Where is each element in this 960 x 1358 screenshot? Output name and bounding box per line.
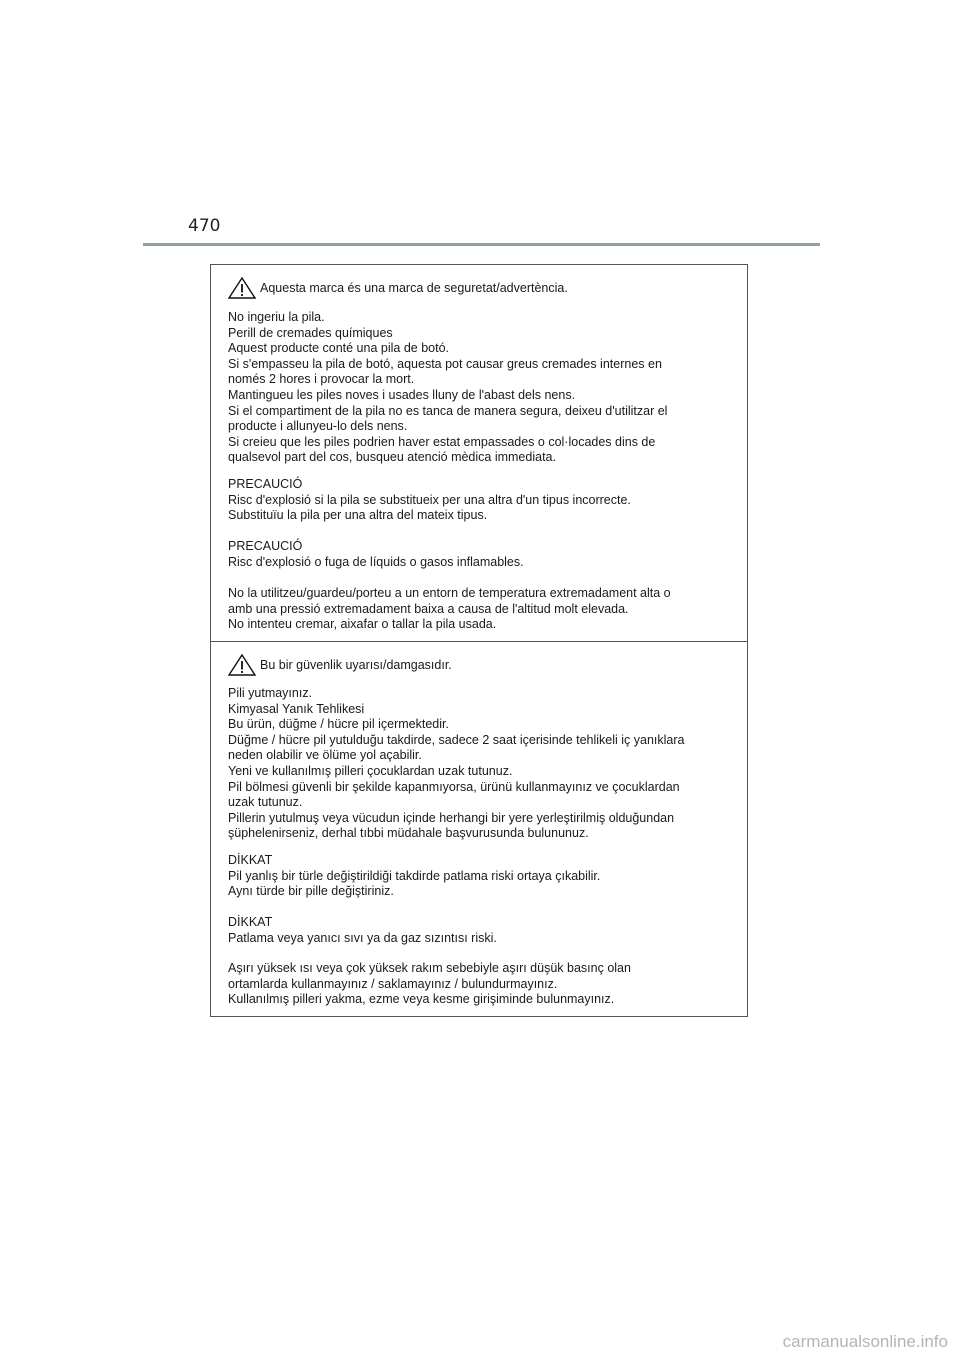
turkish-heading-line — [228, 654, 452, 676]
battery-warning-box — [210, 264, 748, 1017]
catalan-paragraph-caution-replace: PRECAUCIÓ Risc d'explosió si la pila se substitueix per una altra d'un tipus incorrecte. Substituïu la pila per una altra del mateix tipus. — [228, 477, 631, 523]
catalan-warning-section — [211, 265, 747, 641]
catalan-paragraph-environment: No la utilitzeu/guardeu/porteu a un entorn de temperatura extremadament alta o amb una pressió extremadament baixa a causa de l'altitud molt elevada. No intenteu cremar, aixafar o tallar la pila usada. — [228, 586, 671, 632]
catalan-heading: Aquesta marca és una marca de seguretat/advertència. — [260, 281, 568, 295]
warning-triangle-icon — [228, 277, 256, 299]
catalan-heading-line — [228, 277, 568, 299]
turkish-paragraph-environment: Aşırı yüksek ısı veya çok yüksek rakım sebebiyle aşırı düşük basınç olan ortamlarda kullanmayınız / saklamayınız / bulundurmayınız. Kullanılmış pilleri yakma, ezme veya kesme girişiminde bulunmayınız. — [228, 961, 631, 1007]
page-number: 470 — [188, 216, 221, 236]
turkish-paragraph-ingestion: Pili yutmayınız. Kimyasal Yanık Tehlikesi Bu ürün, düğme / hücre pil içermektedir. Düğme / hücre pil yutulduğu takdirde, sadece 2 saat içerisinde tehlikeli iç yanıklara neden olabilir ve ölüme yol açabilir. Yeni ve kullanılmış pilleri çocuklardan uzak tutunuz. Pil bölmesi güvenli bir şekilde kapanmıyorsa, ürünü kullanmayınız ve çocuklardan uzak tutunuz. Pillerin yutulmuş veya vücudun içinde herhangi bir yere yerleştirilmiş olduğundan şüphelenirseniz, derhal tıbbi müdahale başvurusunda bulununuz. — [228, 686, 685, 841]
turkish-warning-section — [211, 641, 747, 1017]
turkish-heading: Bu bir güvenlik uyarısı/damgasıdır. — [260, 658, 452, 672]
catalan-paragraph-ingestion: No ingeriu la pila. Perill de cremades químiques Aquest producte conté una pila de botó. Si s'empasseu la pila de botó, aquesta pot causar greus cremades internes en només 2 hores i provocar la mort. Mantingueu les piles noves i usades lluny de l'abast dels nens. Si el compartiment de la pila no es tanca de manera segura, deixeu d'utilitzar el producte i allunyeu-lo dels nens. Si creieu que les piles podrien haver estat empassades o col·locades dins de qualsevol part del cos, busqueu atenció mèdica immediata. — [228, 310, 668, 465]
header-rule — [143, 243, 820, 246]
catalan-paragraph-caution-explosion: PRECAUCIÓ Risc d'explosió o fuga de líquids o gasos inflamables. — [228, 539, 524, 569]
turkish-paragraph-caution-explosion: DİKKAT Patlama veya yanıcı sıvı ya da gaz sızıntısı riski. — [228, 915, 497, 945]
site-watermark: carmanualsonline.info — [782, 1332, 948, 1351]
turkish-paragraph-caution-replace: DİKKAT Pil yanlış bir türle değiştirildiği takdirde patlama riski ortaya çıkabilir. Aynı türde bir pille değiştiriniz. — [228, 853, 601, 899]
warning-triangle-icon — [228, 654, 256, 676]
